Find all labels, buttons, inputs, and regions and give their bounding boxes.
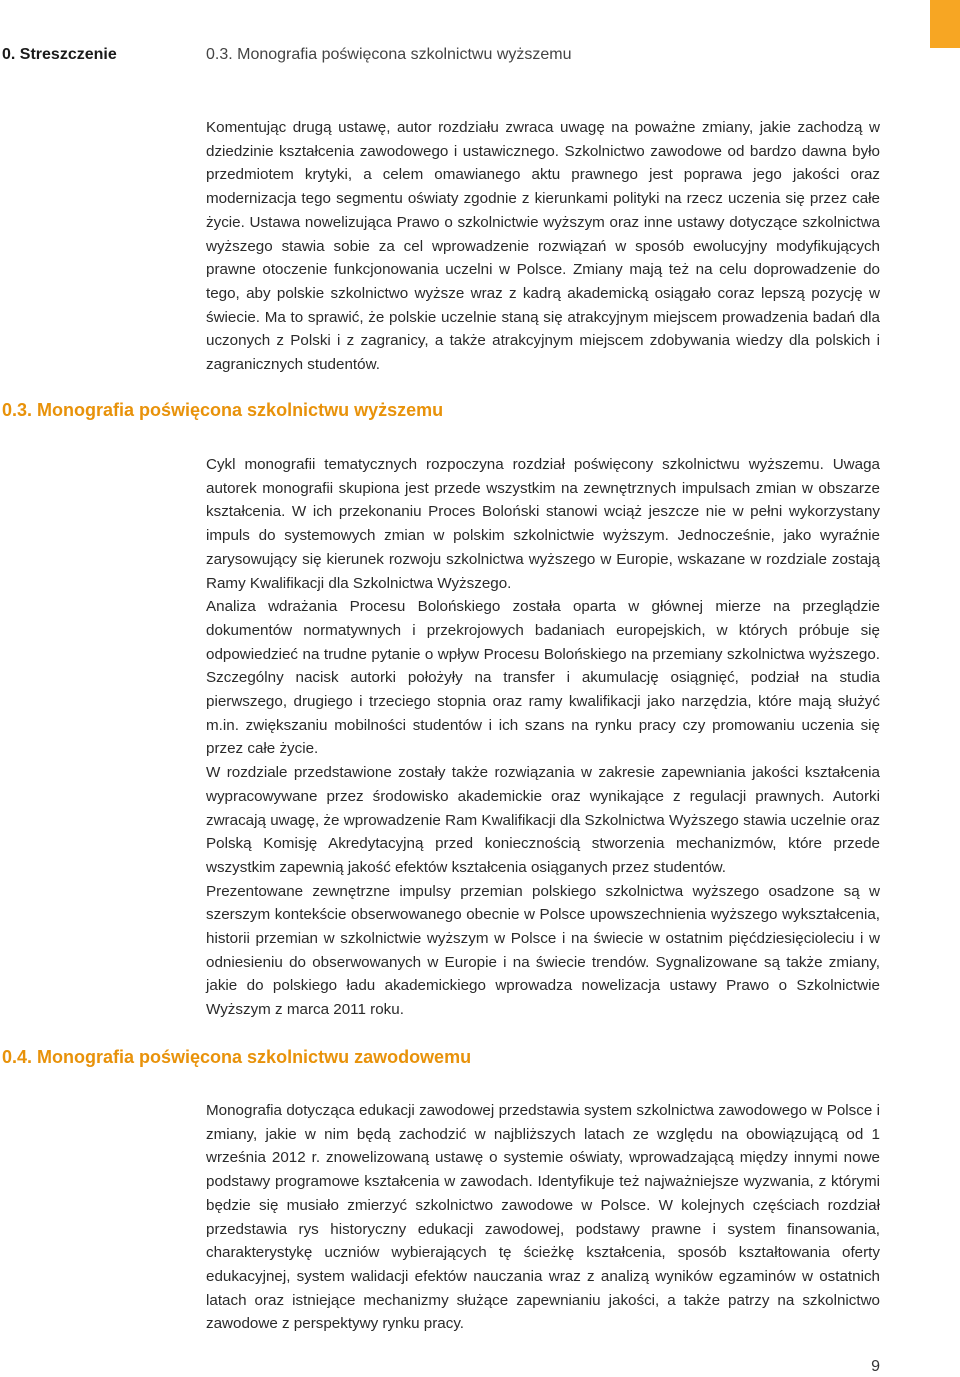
section-heading-0-3: 0.3. Monografia poświęcona szkolnictwu wyższemu	[2, 400, 444, 420]
section-0-4-paragraph: Monografia dotycząca edukacji zawodowej przedstawia system szkolnictwa zawodowego w Polsce i zmiany, jakie w nim będą zachodzić w najbliższych latach ze względu na obowiązującą od 1 września 2012 r. znowelizowaną ustawę o systemie oświaty, wprowadzającą między innymi nowe podstawy programowe kształcenia w zawodach. Identyfikuje też najważniejsze wyzwania, z którymi będzie się musiało zmierzyć szkolnictwo zawodowe w Polsce. W kolejnych częściach rozdział przedstawia rys historyczny edukacji zawodowej, podstawy prawne i system finansowania, charakterystykę uczniów wybierających tę ścieżkę kształcenia, sposób kształtowania oferty edukacyjnej, system walidacji efektów nauczania wraz z analizą wyników egzaminów w ostatnich latach oraz istniejące mechanizmy służące zapewnianiu jakości, a także patrzy na szkolnictwo zawodowe z perspektywy rynku pracy.	[206, 1102, 880, 1333]
section-0-3-paragraph-1: Cykl monografii tematycznych rozpoczyna rozdział poświęcony szkolnictwu wyższemu. Uwaga autorek monografii skupiona jest przede wszystkim na zewnętrznych impulsach zmian w obszarze kształcenia. W ich przekonaniu Proces Boloński stanowi wciąż jeszcze nie w pełni wykorzystany impuls do systemowych zmian w polskim szkolnictwie wyższym. Jednocześnie, jako wyraźnie zarysowujący się kierunek rozwoju szkolnictwa wyższego w Europie, wskazane w rozdziale zostają Ramy Kwalifikacji dla Szkolnictwa Wyższego.	[206, 456, 880, 592]
page-number: 9	[871, 1358, 880, 1375]
intro-paragraph: Komentując drugą ustawę, autor rozdziału zwraca uwagę na poważne zmiany, jakie zachodzą w dziedzinie kształcenia zawodowego i ustawicznego. Szkolnictwo zawodowe od bardzo dawna było przedmiotem krytyki, a celem omawianego aktu prawnego jest poprawa jego jakości oraz modernizacja tego segmentu oświaty zgodnie z kierunkami polityki na rzecz uczenia się przez całe życie. Ustawa nowelizująca Prawo o szkolnictwie wyższym oraz inne ustawy dotyczące szkolnictwa wyższego stawia sobie za cel wprowadzenie rozwiązań w sposób ewolucyjny modyfikujących prawne otoczenie funkcjonowania uczelni w Polsce. Zmiany mają też na celu doprowadzenie do tego, aby polskie szkolnictwo wyższe wraz z kadrą akademicką osiągało coraz lepszą pozycję w świecie. Ma to sprawić, że polskie uczelnie staną się atrakcyjnym miejscem prowadzenia badań dla uczonych z Polski i z zagranicy, a także atrakcyjnym miejscem zdobywania wiedzy dla polskich i zagranicznych studentów.	[206, 119, 880, 374]
corner-tab-marker	[930, 0, 960, 48]
section-heading-0-4: 0.4. Monografia poświęcona szkolnictwu zawodowemu	[2, 1047, 472, 1067]
running-header	[0, 46, 960, 68]
section-0-3-body	[206, 453, 880, 1022]
section-0-3-paragraph-3: W rozdziale przedstawione zostały także rozwiązania w zakresie zapewniania jakości kształcenia wypracowywane przez środowisko akademickie oraz wynikające z regulacji prawnych. Autorki zwracają uwagę, że wprowadzenie Ram Kwalifikacji dla Szkolnictwa Wyższego stawia uczelnie oraz Polską Komisję Akredytacyjną przed koniecznością stworzenia mechanizmów, które przede wszystkim zapewnią jakość efektów kształcenia osiąganych przez studentów.	[206, 764, 880, 876]
section-0-3-paragraph-4: Prezentowane zewnętrzne impulsy przemian polskiego szkolnictwa wyższego osadzone są w szerszym kontekście obserwowanego obecnie w Polsce upowszechnienia wyższego wykształcenia, historii przemian w szkolnictwie wyższym w Polsce i na świecie w ostatnim pięćdziesięcioleciu i w odniesieniu do obserwowanych w Europie i na świecie trendów. Sygnalizowane są także zmiany, jakie do polskiego ładu akademickiego wprowadza nowelizacja ustawy Prawo o Szkolnictwie Wyższym z marca 2011 roku.	[206, 882, 880, 1019]
section-0-3-paragraph-2: Analiza wdrażania Procesu Bolońskiego została oparta w głównej mierze na przeglądzie dokumentów normatywnych i przekrojowych badaniach europejskich, w których próbuje się odpowiedzieć na trudne pytanie o wpływ Procesu Bolońskiego na przemiany szkolnictwa wyższego. Szczególny nacisk autorki położyły na transfer i akumulację osiągnięć, podział na studia pierwszego, drugiego i trzeciego stopnia oraz ramy kwalifikacji jako narzędzia, które mają służyć m.in. zwiększaniu mobilności studentów i ich szans na rynku pracy czy promowaniu uczenia się przez całe życie.	[206, 598, 880, 758]
chapter-label: 0. Streszczenie	[2, 46, 117, 63]
subsection-label: 0.3. Monografia poświęcona szkolnictwu wyższemu	[206, 46, 572, 63]
intro-paragraph-block	[206, 116, 880, 377]
section-0-4-body	[206, 1099, 880, 1336]
